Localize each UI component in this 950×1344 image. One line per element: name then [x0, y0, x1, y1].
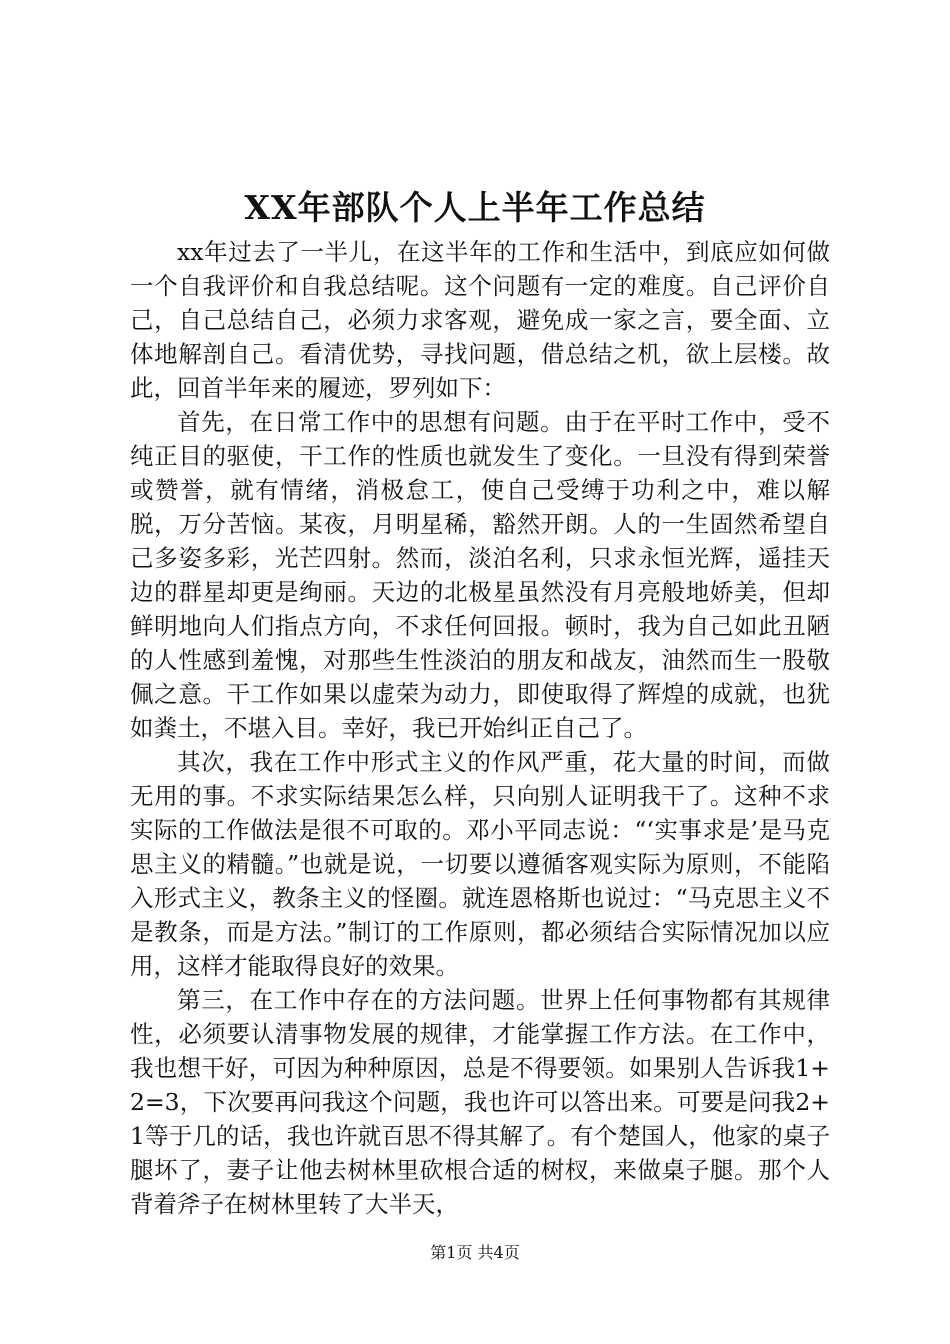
paragraph-third-point: 第三，在工作中存在的方法问题。世界上任何事物都有其规律性，必须要认清事物发展的规律，才能掌握工作方法。在工作中，我也想干好，可因为种种原因，总是不得要领。如果别人告诉我1+2=3，下次要再问我这个问题，我也许可以答出来。可要是问我2+1等于几的话，我也许就百思不得其解了。有个楚国人，他家的桌子腿坏了，妻子让他去树林里砍根合适的树杈，来做桌子腿。那个人背着斧子在树林里转了大半天，	[130, 986, 830, 1218]
document-title: XX年部队个人上半年工作总结	[244, 188, 706, 227]
document-body	[130, 235, 830, 1221]
paragraph-second-point: 其次，我在工作中形式主义的作风严重，花大量的时间，而做无用的事。不求实际结果怎么样，只向别人证明我干了。这种不求实际的工作做法是很不可取的。邓小平同志说：“‘实事求是’是马克思主义的精髓。”也就是说，一切要以遵循客观实际为原则，不能陷入形式主义，教条主义的怪圈。就连恩格斯也说过：“马克思主义不是教条，而是方法。”制订的工作原则，都必须结合实际情况加以应用，这样才能取得良好的效果。	[130, 748, 830, 980]
page-number-footer: 第1页 共4页	[430, 1243, 520, 1262]
paragraph-intro: xx年过去了一半儿，在这半年的工作和生活中，到底应如何做一个自我评价和自我总结呢。这个问题有一定的难度。自己评价自己，自己总结自己，必须力求客观，避免成一家之言，要全面、立体地解剖自己。看清优势，寻找问题，借总结之机，欲上层楼。故此，回首半年来的履迹，罗列如下：	[130, 238, 830, 402]
paragraph-first-point: 首先，在日常工作中的思想有问题。由于在平时工作中，受不纯正目的驱使，干工作的性质也就发生了变化。一旦没有得到荣誉或赞誉，就有情绪，消极怠工，使自己受缚于功利之中，难以解脱，万分苦恼。某夜，月明星稀，豁然开朗。人的一生固然希望自己多姿多彩，光芒四射。然而，淡泊名利，只求永恒光辉，遥挂天边的群星却更是绚丽。天边的北极星虽然没有月亮般地娇美，但却鲜明地向人们指点方向，不求任何回报。顿时，我为自己如此丑陋的人性感到羞愧，对那些生性淡泊的朋友和战友，油然而生一股敬佩之意。干工作如果以虚荣为动力，即使取得了辉煌的成就，也犹如粪土，不堪入目。幸好，我已开始纠正自己了。	[130, 408, 830, 742]
